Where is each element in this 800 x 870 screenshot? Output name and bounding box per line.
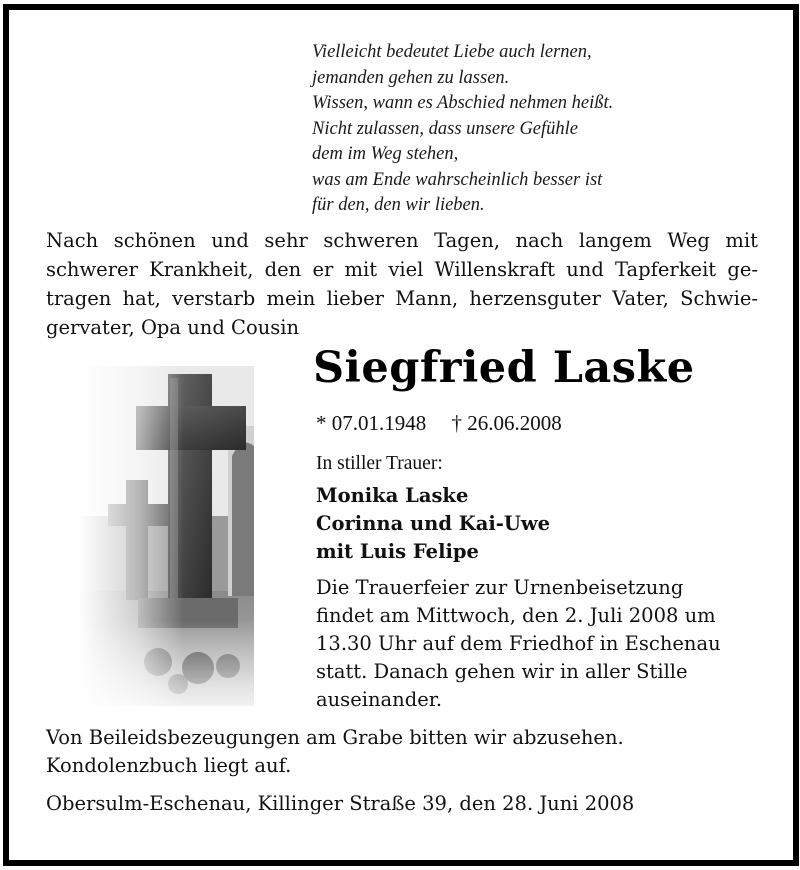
mourner-line: Corinna und Kai-Uwe: [316, 512, 551, 535]
intro-line: Nach schönen und sehr schweren Tagen, nach langem Weg mit: [46, 229, 758, 252]
mourning-heading: In stiller Trauer:: [316, 453, 443, 474]
poem-line: dem im Weg stehen,: [312, 144, 459, 164]
funeral-line: auseinander.: [316, 688, 443, 711]
poem-line: was am Ende wahrscheinlich besser ist: [312, 169, 603, 190]
closing-line: Kondolenzbuch liegt auf.: [46, 754, 292, 777]
cemetery-cross-photo: [78, 366, 254, 706]
poem-line: Wissen, wann es Abschied nehmen heißt.: [312, 93, 614, 113]
funeral-line: Die Trauerfeier zur Urnenbeisetzung: [316, 576, 684, 599]
death-date: † 26.06.2008: [451, 411, 562, 435]
place-and-date: Obersulm-Eschenau, Killinger Straße 39, den 28. Juni 2008: [46, 792, 635, 815]
poem: [312, 40, 732, 219]
intro-line: tragen hat, verstarb mein lieber Mann, herzensguter Vater, Schwie-: [46, 287, 758, 310]
closing-line: Von Beileidsbezeugungen am Grabe bitten wir abzusehen.: [46, 726, 624, 749]
intro-line: schwerer Krankheit, den er mit viel Willenskraft und Tapferkeit ge-: [46, 258, 758, 281]
intro-line: gervater, Opa und Cousin: [46, 316, 300, 339]
closing-note: [46, 724, 758, 780]
mourners-list: [316, 482, 550, 566]
birth-date: * 07.01.1948: [316, 411, 427, 435]
poem-line: Nicht zulassen, dass unsere Gefühle: [312, 118, 579, 139]
funeral-line: findet am Mittwoch, den 2. Juli 2008 um: [316, 604, 716, 627]
funeral-notice: [316, 574, 762, 714]
funeral-line: statt. Danach gehen wir in aller Stille: [316, 660, 688, 683]
life-dates: [316, 408, 562, 438]
mourner-line: mit Luis Felipe: [316, 540, 479, 563]
poem-line: für den, den wir lieben.: [312, 195, 485, 215]
intro-text: [46, 226, 758, 342]
poem-line: jemanden gehen zu lassen.: [312, 67, 510, 88]
funeral-line: 13.30 Uhr auf dem Friedhof in Eschenau: [316, 632, 721, 655]
mourner-line: Monika Laske: [316, 484, 469, 507]
poem-line: Vielleicht bedeutet Liebe auch lernen,: [312, 42, 592, 62]
deceased-name: Siegfried Laske: [313, 343, 695, 393]
